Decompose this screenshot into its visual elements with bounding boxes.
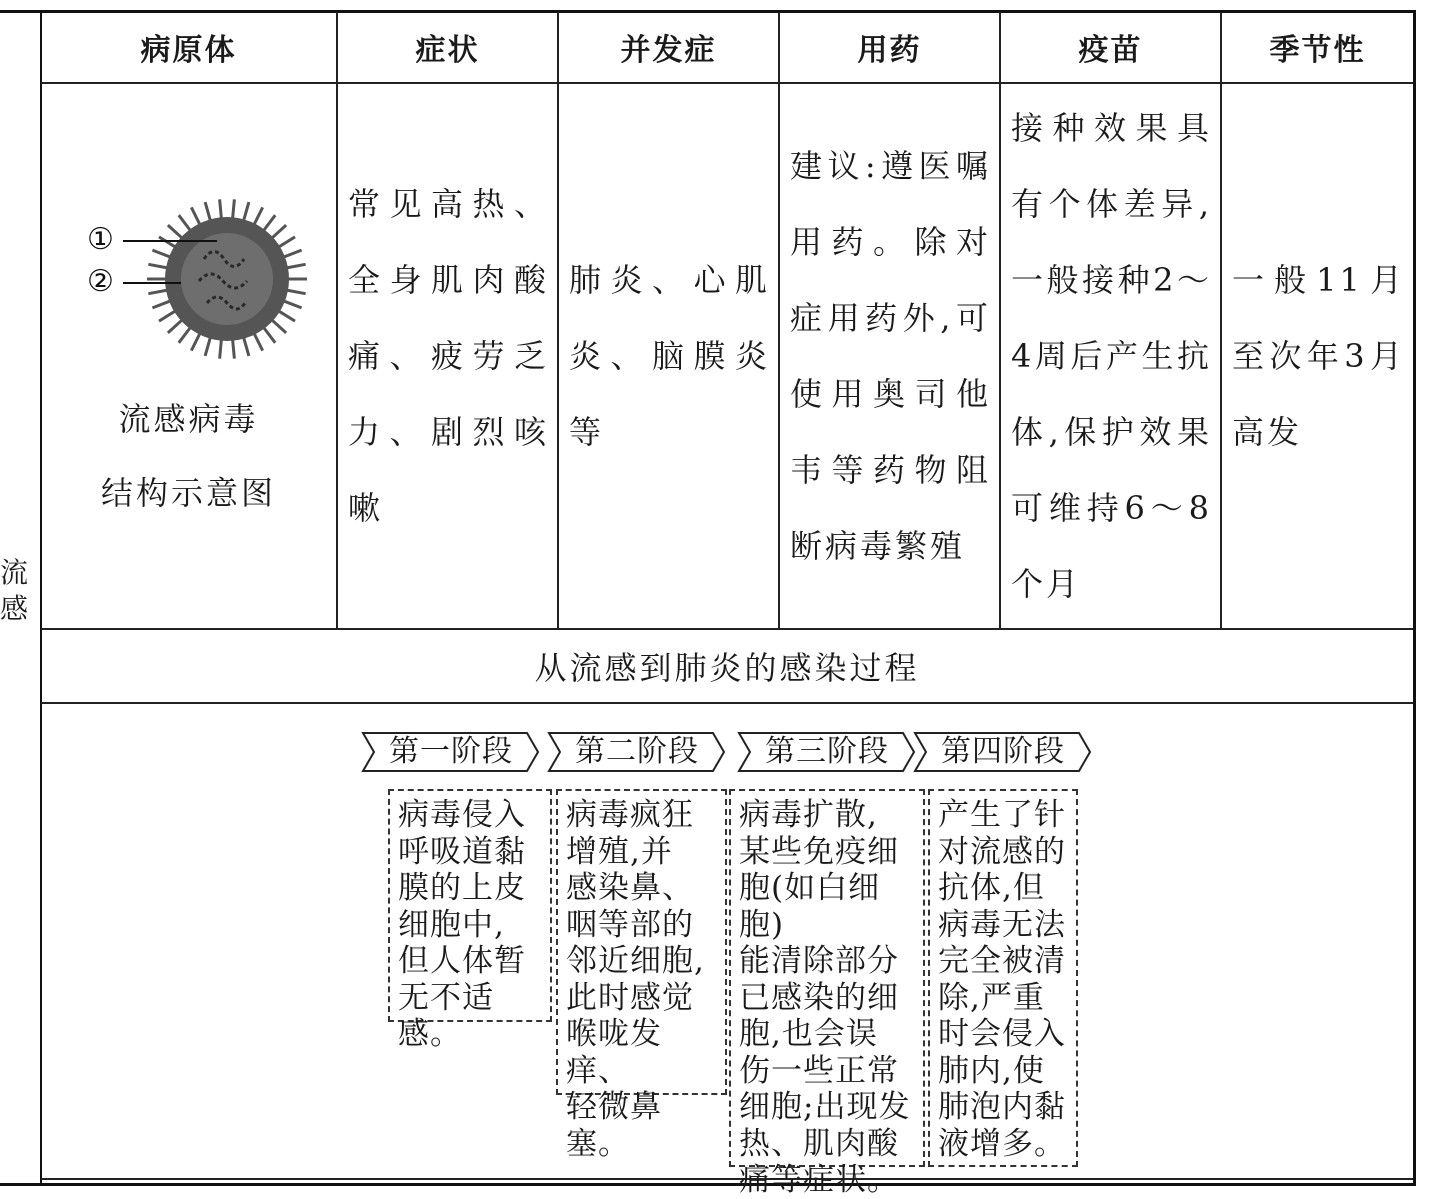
pathogen-cell [41,83,337,629]
stage-1-label: 第一阶段 [389,734,513,769]
stage-2-description: 病毒疯狂 增殖,并 感染鼻、 咽等部的 邻近细胞, 此时感觉 喉咙发痒、 轻微鼻塞。 [556,789,727,1095]
virus-spike [205,337,210,356]
complications-text: 肺炎、心肌炎、脑膜炎等 [569,261,770,451]
virus-caption-line1: 流感病毒 [118,400,259,438]
virus-spike [148,264,168,268]
virus-spike [278,237,295,248]
seasonality-cell [1221,83,1413,629]
virus-spike [159,237,176,248]
stage-4-description: 产生了针 对流感的 抗体,但 病毒无法 完全被清 除,严重 时会侵入 肺内,使 肺泡内黏 液增多。 [928,789,1078,1167]
complications-cell [558,83,779,629]
medication-text: 建议:遵医嘱用药。除对症用药外,可使用奥司他韦等药物阻断病毒繁殖 [790,147,991,565]
virus-spike [148,290,168,294]
virus-spike [179,327,191,343]
marker-2: ② [87,264,114,299]
seasonality-text: 一般11月至次年3月高发 [1232,261,1405,451]
virus-spike [278,311,295,322]
header-pathogen: 病原体 [41,12,337,83]
stage-4-label: 第四阶段 [941,734,1065,769]
side-label-flu: 流感 [0,556,29,625]
virus-spike [271,319,286,332]
medication-cell [779,83,1000,629]
header-vaccine: 疫苗 [1000,12,1221,83]
virus-spike [191,333,200,351]
flu-info-table [41,12,1413,1198]
virus-spike [254,333,263,351]
virus-spike [263,327,275,343]
stage-2-label: 第二阶段 [575,734,699,769]
virus-spike [286,264,306,268]
header-seasonality: 季节性 [1221,12,1413,83]
process-area [41,703,1413,1198]
virus-spike [271,225,286,238]
stage-3-label: 第三阶段 [765,734,889,769]
virus-spike [233,199,235,219]
symptoms-cell [337,83,558,629]
virus-spike [283,250,302,257]
virus-spike [191,207,200,225]
virus-spike [254,207,263,225]
vaccine-text: 接种效果具有个体差异,一般接种2～4周后产生抗体,保护效果可维持6～8个月 [1011,109,1212,603]
stage-3-arrow [739,732,915,772]
header-medication: 用药 [779,12,1000,83]
virus-spike [283,301,302,308]
virus-spike [152,301,171,308]
virus-spike [179,215,191,231]
virus-caption-line2: 结构示意图 [100,474,276,512]
virus-spike [263,215,275,231]
virus-spike [220,199,222,219]
virus-spike [286,290,306,294]
virus-spike [152,250,171,257]
process-title: 从流感到肺炎的感染过程 [41,629,1413,703]
symptoms-text: 常见高热、全身肌肉酸痛、疲劳乏力、剧烈咳嗽 [348,185,549,527]
marker-1: ① [87,222,114,257]
header-complications: 并发症 [558,12,779,83]
virus-spike [168,319,183,332]
stage-1-arrow [363,732,539,772]
virus-spike [159,311,176,322]
virus-spike [168,225,183,238]
vaccine-cell [1000,83,1221,629]
virus-spike [233,339,235,359]
virus-spike [243,337,248,356]
flu-virus-diagram [69,199,309,359]
stage-4-arrow [915,732,1091,772]
virus-core [181,233,273,325]
virus-spike [243,202,248,221]
stage-3-description: 病毒扩散, 某些免疫细 胞(如白细胞) 能清除部分 已感染的细 胞,也会误 伤一些正常 细胞;出现发 热、肌肉酸 痛等症状。 [729,789,925,1167]
stage-2-arrow [549,732,725,772]
virus-spike [220,339,222,359]
header-symptoms: 症状 [337,12,558,83]
virus-spike [205,202,210,221]
stage-1-description: 病毒侵入 呼吸道黏 膜的上皮 细胞中, 但人体暂 无不适感。 [388,789,552,1022]
